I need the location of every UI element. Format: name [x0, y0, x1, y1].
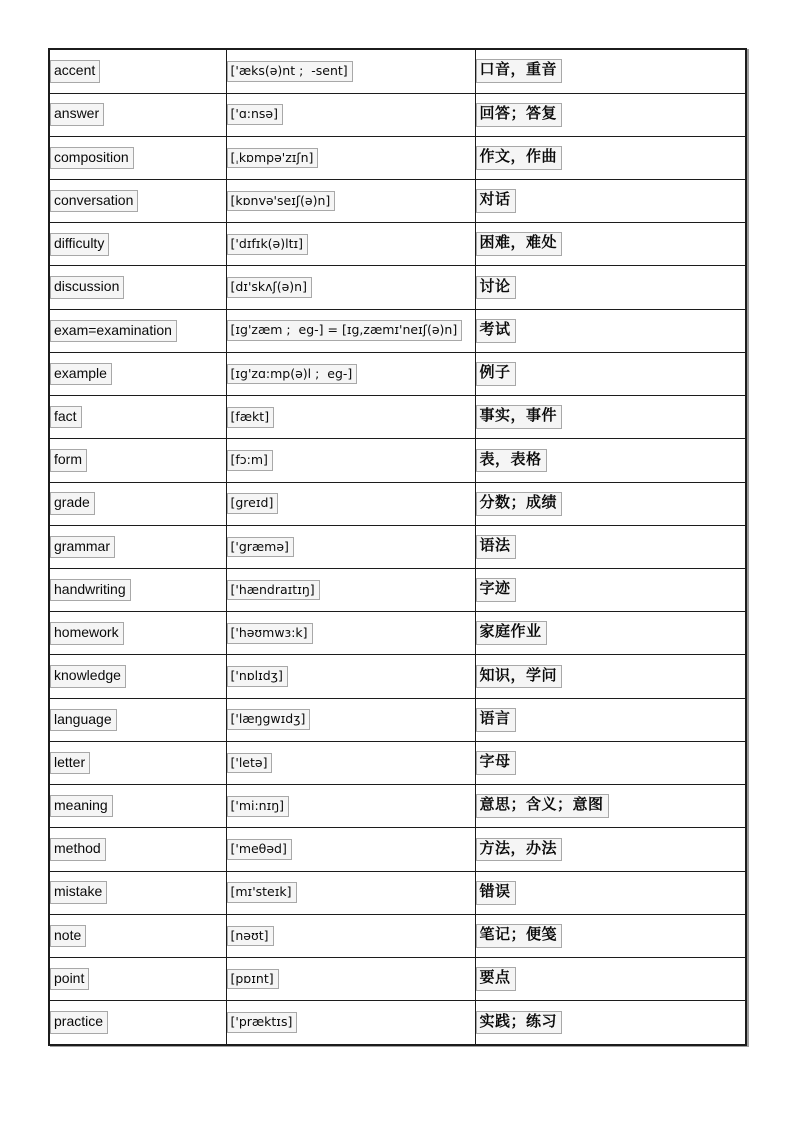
phonetic-cell [226, 871, 475, 914]
table-row [49, 482, 746, 525]
meaning-cell [475, 828, 746, 871]
table-row [49, 223, 746, 266]
meaning-text: 要点 [476, 967, 516, 991]
phonetic-cell [226, 180, 475, 223]
phonetic-cell [226, 612, 475, 655]
phonetic-text: ['meθəd] [227, 839, 292, 860]
table-row [49, 352, 746, 395]
word-cell [49, 93, 226, 136]
meaning-cell [475, 309, 746, 352]
word-cell [49, 49, 226, 93]
meaning-cell [475, 612, 746, 655]
meaning-cell [475, 569, 746, 612]
phonetic-text: ['letə] [227, 753, 273, 774]
table-row [49, 1001, 746, 1045]
meaning-text: 表，表格 [476, 449, 547, 473]
phonetic-cell [226, 1001, 475, 1045]
word-text: grammar [50, 536, 115, 559]
phonetic-text: [pɒɪnt] [227, 969, 279, 990]
word-cell [49, 828, 226, 871]
phonetic-text: [fɔ:m] [227, 450, 273, 471]
meaning-text: 讨论 [476, 276, 516, 300]
meaning-text: 方法，办法 [476, 838, 563, 862]
meaning-text: 作文，作曲 [476, 146, 563, 170]
phonetic-cell [226, 698, 475, 741]
meaning-cell [475, 655, 746, 698]
phonetic-text: ['græmə] [227, 537, 294, 558]
word-text: exam=examination [50, 320, 177, 343]
vocabulary-table [48, 48, 747, 1046]
phonetic-cell [226, 396, 475, 439]
word-cell [49, 136, 226, 179]
phonetic-cell [226, 352, 475, 395]
phonetic-text: ['ɑ:nsə] [227, 104, 283, 125]
phonetic-cell [226, 828, 475, 871]
phonetic-text: ['nɒlɪdʒ] [227, 666, 288, 687]
word-cell [49, 309, 226, 352]
word-cell [49, 223, 226, 266]
meaning-cell [475, 785, 746, 828]
word-text: example [50, 363, 112, 386]
word-text: meaning [50, 795, 113, 818]
word-cell [49, 612, 226, 655]
meaning-text: 考试 [476, 319, 516, 343]
phonetic-cell [226, 93, 475, 136]
word-cell [49, 525, 226, 568]
word-cell [49, 871, 226, 914]
word-text: method [50, 838, 106, 861]
table-row [49, 612, 746, 655]
table-row [49, 93, 746, 136]
word-cell [49, 785, 226, 828]
meaning-cell [475, 49, 746, 93]
meaning-cell [475, 223, 746, 266]
word-text: practice [50, 1011, 108, 1034]
word-text: handwriting [50, 579, 131, 602]
word-cell [49, 741, 226, 784]
word-text: conversation [50, 190, 138, 213]
word-text: point [50, 968, 89, 991]
word-text: accent [50, 60, 100, 83]
meaning-text: 意思；含义；意图 [476, 794, 609, 818]
table-row [49, 785, 746, 828]
table-row [49, 439, 746, 482]
meaning-cell [475, 180, 746, 223]
phonetic-text: ['hændraɪtɪŋ] [227, 580, 320, 601]
word-cell [49, 439, 226, 482]
phonetic-text: [kɒnvə'seɪʃ(ə)n] [227, 191, 336, 212]
word-cell [49, 396, 226, 439]
meaning-text: 知识，学问 [476, 665, 563, 689]
meaning-text: 事实，事件 [476, 405, 563, 429]
word-text: difficulty [50, 233, 109, 256]
table-row [49, 396, 746, 439]
word-text: letter [50, 752, 90, 775]
phonetic-text: [dɪ'skʌʃ(ə)n] [227, 277, 312, 298]
word-text: form [50, 449, 87, 472]
table-row [49, 828, 746, 871]
word-text: note [50, 925, 86, 948]
word-cell [49, 957, 226, 1000]
table-row [49, 741, 746, 784]
phonetic-text: [fækt] [227, 407, 275, 428]
table-row [49, 957, 746, 1000]
word-cell [49, 1001, 226, 1045]
table-row [49, 525, 746, 568]
meaning-text: 分数；成绩 [476, 492, 563, 516]
phonetic-cell [226, 569, 475, 612]
meaning-text: 例子 [476, 362, 516, 386]
table-row [49, 569, 746, 612]
word-text: language [50, 709, 117, 732]
meaning-text: 回答；答复 [476, 103, 563, 127]
meaning-text: 口音，重音 [476, 59, 563, 83]
word-text: grade [50, 492, 95, 515]
meaning-cell [475, 266, 746, 309]
phonetic-cell [226, 741, 475, 784]
meaning-cell [475, 136, 746, 179]
phonetic-text: ['æks(ə)nt ; -sent] [227, 61, 353, 82]
meaning-text: 字迹 [476, 578, 516, 602]
word-cell [49, 180, 226, 223]
meaning-cell [475, 525, 746, 568]
meaning-text: 对话 [476, 189, 516, 213]
meaning-cell [475, 439, 746, 482]
phonetic-cell [226, 223, 475, 266]
meaning-cell [475, 871, 746, 914]
meaning-cell [475, 698, 746, 741]
phonetic-cell [226, 266, 475, 309]
word-cell [49, 352, 226, 395]
meaning-cell [475, 482, 746, 525]
meaning-text: 困难，难处 [476, 232, 563, 256]
word-text: answer [50, 103, 104, 126]
phonetic-cell [226, 957, 475, 1000]
word-text: composition [50, 147, 134, 170]
word-text: homework [50, 622, 124, 645]
phonetic-cell [226, 439, 475, 482]
meaning-cell [475, 93, 746, 136]
meaning-cell [475, 741, 746, 784]
meaning-cell [475, 1001, 746, 1045]
meaning-cell [475, 914, 746, 957]
phonetic-text: ['mi:nɪŋ] [227, 796, 290, 817]
word-cell [49, 914, 226, 957]
word-text: fact [50, 406, 82, 429]
phonetic-text: [ˌkɒmpə'zɪʃn] [227, 148, 319, 169]
table-row [49, 49, 746, 93]
table-row [49, 698, 746, 741]
word-text: discussion [50, 276, 124, 299]
phonetic-text: [ɪg'zæm ; eg-] = [ɪg,zæmɪ'neɪʃ(ə)n] [227, 320, 463, 341]
table-row [49, 266, 746, 309]
word-cell [49, 266, 226, 309]
table-row [49, 871, 746, 914]
meaning-cell [475, 957, 746, 1000]
table-row [49, 309, 746, 352]
phonetic-text: [ɪg'zɑ:mp(ə)l ; eg-] [227, 364, 358, 385]
table-row [49, 914, 746, 957]
meaning-text: 实践；练习 [476, 1011, 563, 1035]
phonetic-text: ['præktɪs] [227, 1012, 298, 1033]
phonetic-text: ['læŋgwɪdʒ] [227, 709, 311, 730]
phonetic-cell [226, 136, 475, 179]
phonetic-cell [226, 914, 475, 957]
meaning-text: 语法 [476, 535, 516, 559]
meaning-text: 笔记；便笺 [476, 924, 563, 948]
word-text: knowledge [50, 665, 126, 688]
phonetic-cell [226, 655, 475, 698]
meaning-text: 语言 [476, 708, 516, 732]
phonetic-cell [226, 525, 475, 568]
table-row [49, 180, 746, 223]
phonetic-cell [226, 49, 475, 93]
phonetic-text: [nəʊt] [227, 926, 274, 947]
phonetic-text: ['dɪfɪk(ə)ltɪ] [227, 234, 309, 255]
word-cell [49, 482, 226, 525]
meaning-text: 家庭作业 [476, 621, 547, 645]
phonetic-cell [226, 785, 475, 828]
meaning-cell [475, 396, 746, 439]
meaning-text: 字母 [476, 751, 516, 775]
table-row [49, 655, 746, 698]
meaning-cell [475, 352, 746, 395]
phonetic-text: [greɪd] [227, 493, 279, 514]
word-cell [49, 698, 226, 741]
meaning-text: 错误 [476, 881, 516, 905]
phonetic-text: ['həʊmwɜ:k] [227, 623, 313, 644]
word-cell [49, 655, 226, 698]
word-cell [49, 569, 226, 612]
table-row [49, 136, 746, 179]
phonetic-text: [mɪ'steɪk] [227, 882, 297, 903]
phonetic-cell [226, 309, 475, 352]
phonetic-cell [226, 482, 475, 525]
word-text: mistake [50, 881, 107, 904]
